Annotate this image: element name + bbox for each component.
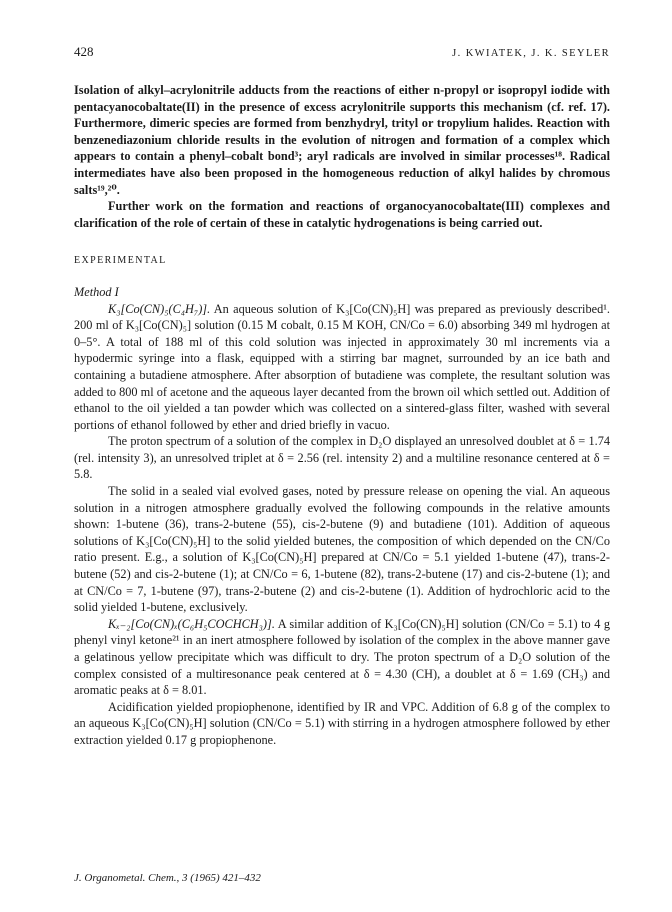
journal-citation: J. Organometal. Chem., 3 (1965) 421–432 [74, 872, 261, 884]
intro-paragraph-2: Further work on the formation and reactions of organocyanocobaltate(III) complexes and clarification of the role of certain of these in catalytic hydrogenations is being carried out. [74, 199, 610, 230]
experimental-paragraph-2: The proton spectrum of a solution of the complex in D₂O displayed an unresolved doublet at δ = 1.74 (rel. intensity 3), an unresolved triplet at δ = 2.56 (rel. intensity 2) and a multiline resonance centered at δ = 5.8. [74, 434, 610, 482]
experimental-paragraph-5: Acidification yielded propiophenone, identified by IR and VPC. Addition of 6.8 g of the complex to an aqueous K₃[Co(CN)₅H] solution (CN/Co = 5.1) with stirring in a hydrogen atmosphere followed by ether extraction yielded 0.17 g propiophenone. [74, 699, 610, 747]
experimental-paragraph-4-text: A similar addition of K₃[Co(CN)₅H] solution (CN/Co = 5.1) to 4 g phenyl vinyl ketone²¹ in an inert atmosphere followed by isolation of the complex in the above manner gave a gelatinous yellow precipitate which was difficult to dry. The proton spectrum of a D₂O solution of the complex consisted of a multiresonance peak centered at δ = 4.30 (CH), a doublet at δ = 1.69 (CH₃) and aromatic peaks at δ = 8.01. [74, 616, 610, 698]
running-head: J. KWIATEK, J. K. SEYLER [452, 48, 610, 59]
experimental-paragraph-3: The solid in a sealed vial evolved gases, noted by pressure release on opening the vial. An aqueous solution in a nitrogen atmosphere gradually evolved the following compounds in the relative amounts shown: 1-butene (36), trans-2-butene (55), cis-2-butene (9) and butadiene (101). Addition of aqueous solutions of K₃[Co(CN)₅H] to the solid yielded butenes, the composition of which depended on the CN/Co ratio present. E.g., a solution of K₃[Co(CN)₅H] prepared at CN/Co = 5.1 yielded 1-butene (47), trans-2-butene (52) and cis-2-butene (1); at CN/Co = 6, 1-butene (82), trans-2-butene (17) and cis-2-butene (1); and at CN/Co = 7, 1-butene (97), trans-2-butene (2) and cis-2-butene (1). Addition of hydrochloric acid to the solid yielded 1-butene, exclusively. [74, 484, 610, 615]
experimental-paragraph-1 [74, 301, 610, 434]
method-heading: Method I [74, 284, 119, 299]
section-heading-experimental: EXPERIMENTAL [74, 255, 167, 267]
compound-label-propiophenone: Kₓ₋₂[Co(CN)ₓ(C₆H₅COCHCH₃)]. [108, 616, 275, 631]
page-header [74, 44, 610, 64]
intro-paragraph: Isolation of alkyl–acrylonitrile adducts from the reactions of either n-propyl or isopropyl iodide with pentacyanocobaltate(II) in the presence of excess acrylonitrile supports this mechanism (cf. ref. 17). Furthermore, dimeric species are formed from benzhydryl, trityl or tropylium halides. Reaction with benzenediazonium chloride results in the evolution of nitrogen and formation of a complex which appears to contain a phenyl–cobalt bond³; aryl radicals are involved in similar processes¹⁸. Radical intermediates have also been proposed in the homogeneous reduction of alkyl halides by chromous salts¹⁹,²⁰. [74, 83, 610, 197]
experimental-paragraph-4 [74, 616, 610, 699]
experimental-paragraph-1-text: An aqueous solution of K₃[Co(CN)₅H] was prepared as previously described¹. 200 ml of K₃[Co(CN)₅] solution (0.15 M cobalt, 0.15 M KOH, CN/Co = 6.0) absorbing 349 ml hydrogen at 0–5°. A total of 188 ml of this cold solution was injected in approximately 30 ml increments via a hypodermic syringe into a flask, equipped with a stirring bar magnet, surrounded by an ice bath and containing a butadiene atmosphere. After absorption of butadiene was complete, the resultant solution was added to 800 ml of acetone and the aqueous layer decanted from the brown oil which settled out. Addition of ethanol to the oil yielded a tan powder which was collected on a sintered-glass filter, washed with several portions of ethanol followed by ether and dried briefly in vacuo. [74, 301, 610, 432]
page-number: 428 [74, 44, 94, 59]
compound-label-butenyl: K₃[Co(CN)₅(C₄H₇)]. [108, 301, 211, 316]
